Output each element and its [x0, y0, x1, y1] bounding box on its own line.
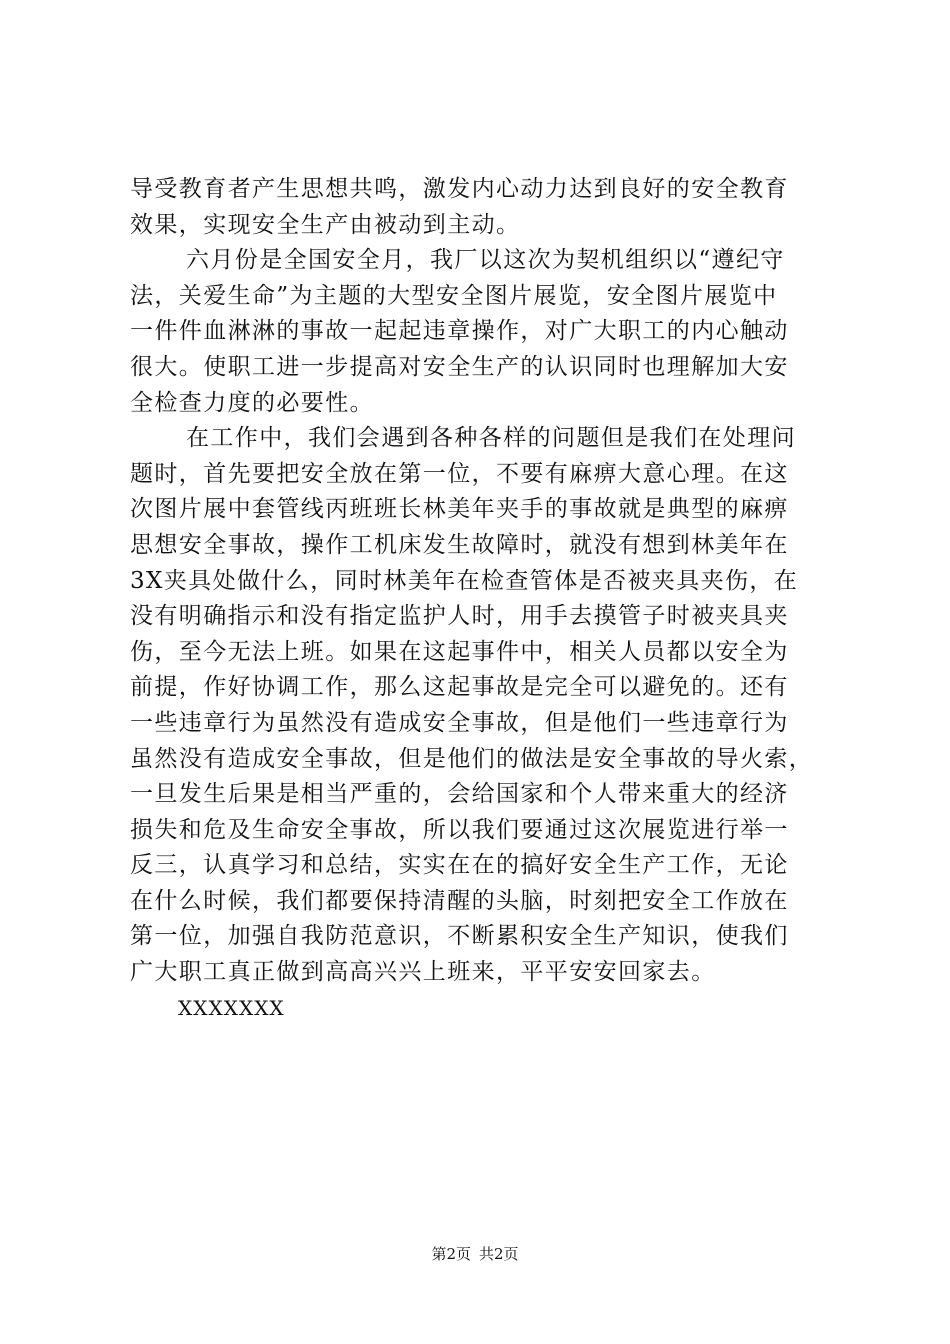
- text-line: 前提，作好协调工作，那么这起事故是完全可以避免的。还有: [130, 674, 789, 701]
- text-line: 伤，至今无法上班。如果在这起事件中，相关人员都以安全为: [130, 638, 789, 665]
- paragraph-start: 六月份是全国安全月，我厂以这次为契机组织以“遵纪守: [186, 247, 785, 274]
- text-line: 很大。使职工进一步提高对安全生产的认识同时也理解加大安: [130, 353, 789, 380]
- text-line: 题时，首先要把安全放在第一位，不要有麻痹大意心理。在这: [130, 460, 789, 487]
- text-line: 效果，实现安全生产由被动到主动。: [130, 211, 521, 238]
- text-line: 次图片展中套管线丙班班长林美年夹手的事故就是典型的麻痹: [130, 496, 789, 523]
- text-line: 3X夹具处做什么，同时林美年在检查管体是否被夹具夹伤，在: [130, 567, 799, 594]
- page-number-total: 共2页: [479, 1245, 519, 1263]
- text-line: 损失和危及生命安全事故，所以我们要通过这次展览进行举一: [130, 816, 789, 843]
- text-line: 一些违章行为虽然没有造成安全事故，但是他们一些违章行为: [130, 709, 789, 736]
- page-footer: [0, 1244, 950, 1264]
- page-number-current: 第2页: [431, 1245, 471, 1263]
- text-line: 导受教育者产生思想共鸣，激发内心动力达到良好的安全教育: [130, 176, 789, 202]
- text-line: 虽然没有造成安全事故，但是他们的做法是安全事故的导火索，: [130, 745, 814, 772]
- text-line: 一旦发生后果是相当严重的，会给国家和个人带来重大的经济: [130, 781, 789, 808]
- text-line: 没有明确指示和没有指定监护人时，用手去摸管子时被夹具夹: [130, 603, 789, 630]
- text-line: 思想安全事故，操作工机床发生故障时，就没有想到林美年在: [130, 531, 789, 558]
- text-line: 在什么时候，我们都要保持清醒的头脑，时刻把安全工作放在: [130, 887, 789, 914]
- text-line: 全检查力度的必要性。: [130, 389, 374, 416]
- text-line: 一件件血淋淋的事故一起起违章操作，对广大职工的内心触动: [130, 318, 789, 345]
- signature: XXXXXXX: [178, 995, 285, 1020]
- document-body: [130, 172, 840, 1026]
- text-line: 反三，认真学习和总结，实实在在的搞好安全生产工作，无论: [130, 852, 789, 879]
- text-line: 法，关爱生命”为主题的大型安全图片展览，安全图片展览中: [130, 282, 778, 309]
- paragraph-start: 在工作中，我们会遇到各种各样的问题但是我们在处理问: [186, 425, 796, 452]
- text-line: 第一位，加强自我防范意识，不断累积安全生产知识，使我们: [130, 923, 789, 950]
- text-line: 广大职工真正做到高高兴兴上班来，平平安安回家去。: [130, 959, 716, 986]
